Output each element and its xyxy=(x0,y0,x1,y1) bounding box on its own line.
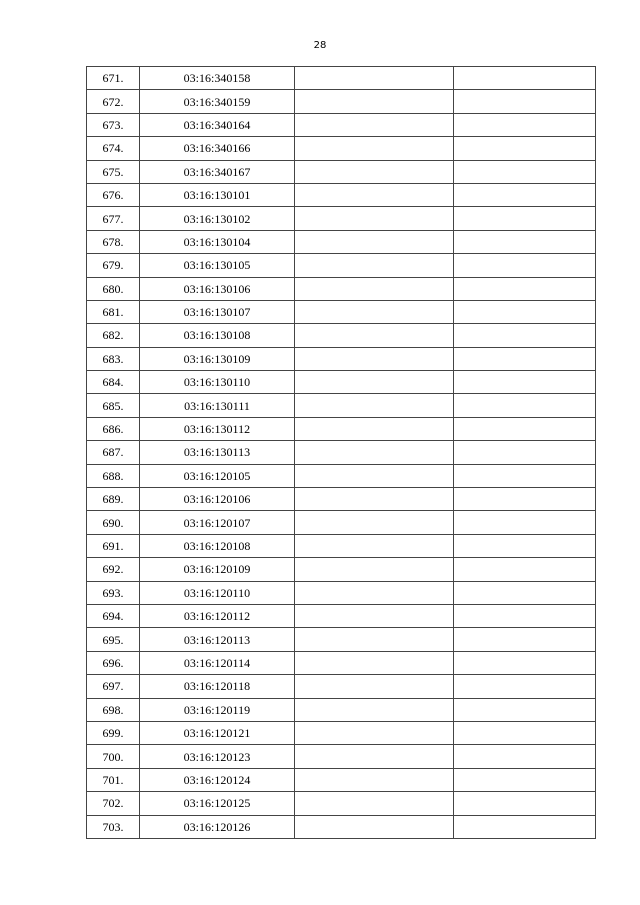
empty-cell xyxy=(295,534,454,557)
empty-cell xyxy=(454,581,596,604)
empty-cell xyxy=(454,324,596,347)
row-number-cell: 702. xyxy=(87,792,140,815)
empty-cell xyxy=(454,698,596,721)
cadastral-number-cell: 03:16:130112 xyxy=(140,417,295,440)
table-row xyxy=(87,417,596,440)
cadastral-number-cell: 03:16:120124 xyxy=(140,768,295,791)
cadastral-number-cell: 03:16:120110 xyxy=(140,581,295,604)
cadastral-number-cell: 03:16:120123 xyxy=(140,745,295,768)
cadastral-number-cell: 03:16:340167 xyxy=(140,160,295,183)
empty-cell xyxy=(454,254,596,277)
empty-cell xyxy=(454,604,596,627)
empty-cell xyxy=(295,792,454,815)
cadastral-number-cell: 03:16:120114 xyxy=(140,651,295,674)
empty-cell xyxy=(295,347,454,370)
empty-cell xyxy=(454,815,596,838)
empty-cell xyxy=(295,183,454,206)
empty-cell xyxy=(295,581,454,604)
table-row xyxy=(87,90,596,113)
table-row xyxy=(87,675,596,698)
empty-cell xyxy=(454,745,596,768)
row-number-cell: 692. xyxy=(87,558,140,581)
table-row xyxy=(87,347,596,370)
empty-cell xyxy=(295,277,454,300)
row-number-cell: 688. xyxy=(87,464,140,487)
table-row xyxy=(87,815,596,838)
empty-cell xyxy=(295,254,454,277)
empty-cell xyxy=(454,558,596,581)
cadastral-number-cell: 03:16:120108 xyxy=(140,534,295,557)
empty-cell xyxy=(454,207,596,230)
table-row xyxy=(87,113,596,136)
empty-cell xyxy=(454,277,596,300)
row-number-cell: 694. xyxy=(87,604,140,627)
row-number-cell: 696. xyxy=(87,651,140,674)
table-row xyxy=(87,721,596,744)
empty-cell xyxy=(295,160,454,183)
empty-cell xyxy=(295,137,454,160)
table-row xyxy=(87,394,596,417)
empty-cell xyxy=(454,721,596,744)
cadastral-number-cell: 03:16:120113 xyxy=(140,628,295,651)
table-row xyxy=(87,464,596,487)
row-number-cell: 671. xyxy=(87,67,140,90)
empty-cell xyxy=(454,230,596,253)
empty-cell xyxy=(295,651,454,674)
table-row xyxy=(87,371,596,394)
cadastral-number-cell: 03:16:130105 xyxy=(140,254,295,277)
empty-cell xyxy=(295,207,454,230)
table-row xyxy=(87,745,596,768)
empty-cell xyxy=(295,300,454,323)
row-number-cell: 679. xyxy=(87,254,140,277)
empty-cell xyxy=(295,488,454,511)
table-row xyxy=(87,67,596,90)
row-number-cell: 683. xyxy=(87,347,140,370)
empty-cell xyxy=(295,604,454,627)
empty-cell xyxy=(295,113,454,136)
cadastral-number-cell: 03:16:130107 xyxy=(140,300,295,323)
empty-cell xyxy=(295,721,454,744)
table-row xyxy=(87,207,596,230)
cadastral-number-cell: 03:16:120107 xyxy=(140,511,295,534)
empty-cell xyxy=(295,511,454,534)
row-number-cell: 675. xyxy=(87,160,140,183)
table-row xyxy=(87,698,596,721)
table-body xyxy=(87,67,596,839)
empty-cell xyxy=(295,67,454,90)
table-row xyxy=(87,534,596,557)
row-number-cell: 682. xyxy=(87,324,140,347)
row-number-cell: 673. xyxy=(87,113,140,136)
empty-cell xyxy=(295,745,454,768)
row-number-cell: 684. xyxy=(87,371,140,394)
row-number-cell: 698. xyxy=(87,698,140,721)
cadastral-number-cell: 03:16:120121 xyxy=(140,721,295,744)
empty-cell xyxy=(295,394,454,417)
cadastral-number-cell: 03:16:120118 xyxy=(140,675,295,698)
table-row xyxy=(87,254,596,277)
table-row xyxy=(87,581,596,604)
cadastral-number-cell: 03:16:120112 xyxy=(140,604,295,627)
empty-cell xyxy=(295,90,454,113)
cadastral-number-cell: 03:16:120106 xyxy=(140,488,295,511)
row-number-cell: 699. xyxy=(87,721,140,744)
empty-cell xyxy=(454,371,596,394)
row-number-cell: 695. xyxy=(87,628,140,651)
cadastral-number-cell: 03:16:120126 xyxy=(140,815,295,838)
cadastral-number-cell: 03:16:130104 xyxy=(140,230,295,253)
row-number-cell: 697. xyxy=(87,675,140,698)
table-row xyxy=(87,300,596,323)
empty-cell xyxy=(454,628,596,651)
empty-cell xyxy=(454,768,596,791)
empty-cell xyxy=(454,511,596,534)
table-row xyxy=(87,628,596,651)
empty-cell xyxy=(454,137,596,160)
empty-cell xyxy=(454,464,596,487)
row-number-cell: 691. xyxy=(87,534,140,557)
cadastral-number-cell: 03:16:130102 xyxy=(140,207,295,230)
table-row xyxy=(87,604,596,627)
table-row xyxy=(87,441,596,464)
table-row xyxy=(87,792,596,815)
empty-cell xyxy=(454,113,596,136)
cadastral-number-cell: 03:16:340159 xyxy=(140,90,295,113)
empty-cell xyxy=(295,230,454,253)
row-number-cell: 703. xyxy=(87,815,140,838)
row-number-cell: 678. xyxy=(87,230,140,253)
page-number: 28 xyxy=(313,40,327,51)
table-row xyxy=(87,651,596,674)
cadastral-number-cell: 03:16:120119 xyxy=(140,698,295,721)
empty-cell xyxy=(454,417,596,440)
cadastral-number-cell: 03:16:130111 xyxy=(140,394,295,417)
cadastral-number-cell: 03:16:120105 xyxy=(140,464,295,487)
empty-cell xyxy=(295,628,454,651)
row-number-cell: 686. xyxy=(87,417,140,440)
row-number-cell: 701. xyxy=(87,768,140,791)
empty-cell xyxy=(295,815,454,838)
row-number-cell: 685. xyxy=(87,394,140,417)
table-row xyxy=(87,277,596,300)
empty-cell xyxy=(454,441,596,464)
cadastral-table xyxy=(86,66,596,839)
table-row xyxy=(87,160,596,183)
row-number-cell: 690. xyxy=(87,511,140,534)
row-number-cell: 676. xyxy=(87,183,140,206)
empty-cell xyxy=(454,183,596,206)
row-number-cell: 680. xyxy=(87,277,140,300)
empty-cell xyxy=(295,675,454,698)
table-row xyxy=(87,183,596,206)
cadastral-number-cell: 03:16:130110 xyxy=(140,371,295,394)
cadastral-number-cell: 03:16:340158 xyxy=(140,67,295,90)
empty-cell xyxy=(295,558,454,581)
empty-cell xyxy=(295,371,454,394)
cadastral-number-cell: 03:16:120109 xyxy=(140,558,295,581)
cadastral-number-cell: 03:16:130108 xyxy=(140,324,295,347)
row-number-cell: 693. xyxy=(87,581,140,604)
empty-cell xyxy=(454,347,596,370)
table-row xyxy=(87,511,596,534)
empty-cell xyxy=(454,792,596,815)
cadastral-number-cell: 03:16:130113 xyxy=(140,441,295,464)
empty-cell xyxy=(295,417,454,440)
cadastral-number-cell: 03:16:130101 xyxy=(140,183,295,206)
empty-cell xyxy=(295,441,454,464)
row-number-cell: 672. xyxy=(87,90,140,113)
empty-cell xyxy=(454,488,596,511)
row-number-cell: 674. xyxy=(87,137,140,160)
empty-cell xyxy=(454,651,596,674)
cadastral-number-cell: 03:16:130109 xyxy=(140,347,295,370)
table-row xyxy=(87,230,596,253)
empty-cell xyxy=(454,675,596,698)
table-row xyxy=(87,324,596,347)
cadastral-number-cell: 03:16:120125 xyxy=(140,792,295,815)
empty-cell xyxy=(454,534,596,557)
empty-cell xyxy=(454,90,596,113)
row-number-cell: 681. xyxy=(87,300,140,323)
table-row xyxy=(87,558,596,581)
empty-cell xyxy=(295,768,454,791)
table-row xyxy=(87,137,596,160)
cadastral-number-cell: 03:16:130106 xyxy=(140,277,295,300)
empty-cell xyxy=(454,67,596,90)
empty-cell xyxy=(295,324,454,347)
table-row xyxy=(87,488,596,511)
table-row xyxy=(87,768,596,791)
empty-cell xyxy=(454,300,596,323)
row-number-cell: 687. xyxy=(87,441,140,464)
empty-cell xyxy=(295,698,454,721)
cadastral-number-cell: 03:16:340164 xyxy=(140,113,295,136)
cadastral-number-cell: 03:16:340166 xyxy=(140,137,295,160)
empty-cell xyxy=(454,160,596,183)
row-number-cell: 677. xyxy=(87,207,140,230)
empty-cell xyxy=(454,394,596,417)
row-number-cell: 700. xyxy=(87,745,140,768)
empty-cell xyxy=(295,464,454,487)
row-number-cell: 689. xyxy=(87,488,140,511)
